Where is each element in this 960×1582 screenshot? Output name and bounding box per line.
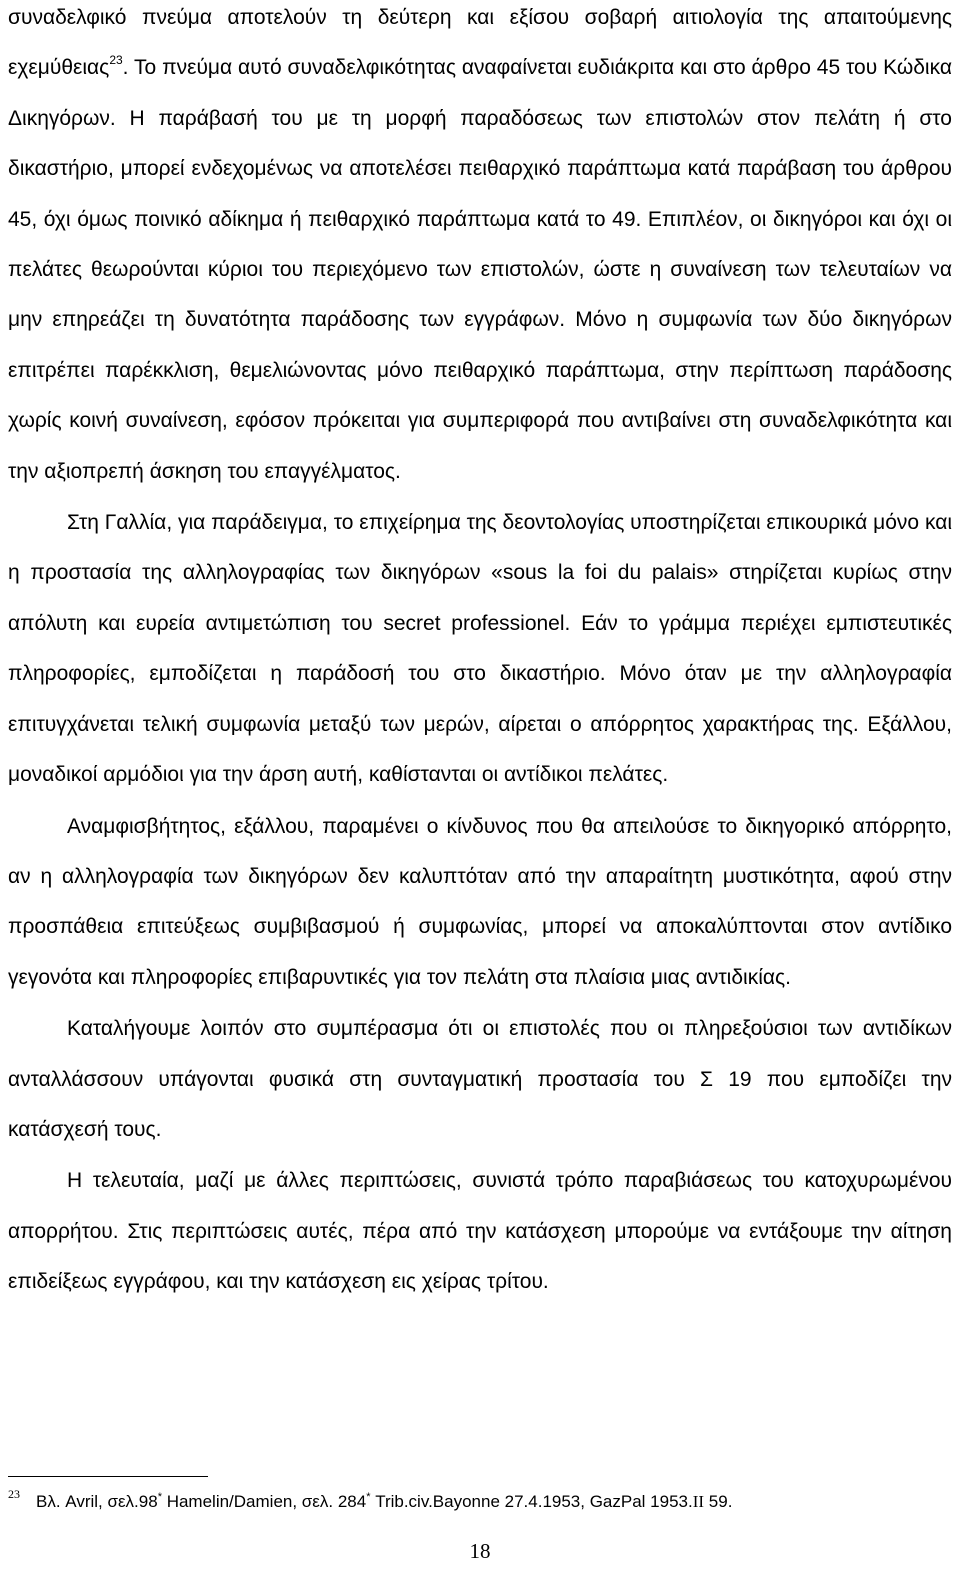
paragraph-1-text-start: συναδελφικό πνεύμα αποτελούν τη δεύτερη και εξίσου σοβαρή αιτιολογία της απαιτούμενης εχεμύθειας xyxy=(8,6,952,80)
paragraph-1-text-end: . Το πνεύμα αυτό συναδελφικότητας αναφαίνεται ευδιάκριτα και στο άρθρο 45 του Κώδικα Δικηγόρων. Η παράβασή του με τη μορφή παραδόσεως των επιστολών στον πελάτη ή στο δικαστήριο, μπορεί ενδεχομένως να αποτελέσει πειθαρχικό παράπτωμα κατά παράβαση του άρθρου 45, όχι όμως ποινικό αδίκημα ή πειθαρχικό παράπτωμα κατά το 49. Επιπλέον, οι δικηγόροι και όχι οι πελάτες θεωρούνται κύριοι του περιεχόμενο των επιστολών, ώστε η συναίνεση των τελευταίων να μην επηρεάζει τη δυνατότητα παράδοσης των εγγράφων. Μόνο η συμφωνία των δύο δικηγόρων επιτρέπει παρέκκλιση, θεμελιώνοντας μόνο πειθαρχικό παράπτωμα, στην περίπτωση παράδοσης χωρίς κοινή συναίνεση, εφόσον πρόκειται για συμπεριφορά που αντιβαίνει στη συναδελφικότητα και την αξιοπρεπή άσκηση του επαγγέλματος. xyxy=(8,56,952,483)
footnote-asterisk-2: * xyxy=(366,1491,371,1503)
paragraph-4: Καταλήγουμε λοιπόν στο συμπέρασμα ότι οι επιστολές που οι πληρεξούσιοι των αντιδίκων ανταλλάσσουν υπάγονται φυσικά στη συνταγματική προστασία του Σ 19 που εμποδίζει την κατάσχεσή τους. xyxy=(8,1017,952,1141)
document-page xyxy=(8,0,952,1582)
page-number: 18 xyxy=(469,1539,491,1563)
footnote-asterisk-1: * xyxy=(157,1491,162,1503)
footnote-23: 23 Βλ. Avril, σελ.98* Hamelin/Damien, σελ. 284* Trib.civ.Bayonne 27.4.1953, GazPal 1953.II 59. xyxy=(8,1487,733,1511)
footnote-text-3: Trib.civ.Bayonne 27.4.1953, GazPal 1953. xyxy=(370,1492,693,1511)
footnote-reference-23[interactable]: 23 xyxy=(109,53,123,68)
footnote-text-4: 59. xyxy=(704,1492,733,1511)
footnote-text-2: Hamelin/Damien, σελ. 284 xyxy=(161,1492,367,1511)
footnote-separator xyxy=(8,1476,208,1477)
paragraph-1 xyxy=(8,0,952,497)
paragraph-3: Αναμφισβήτητος, εξάλλου, παραμένει ο κίνδυνος που θα απειλούσε το δικηγορικό απόρρητο, αν η αλληλογραφία των δικηγόρων δεν καλυπτόταν από την απαραίτητη μυστικότητα, αφού στην προσπάθεια επιτεύξεως συμβιβασμού ή συμφωνίας, μπορεί να αποκαλύπτονται στον αντίδικο γεγονότα και πληροφορίες επιβαρυντικές για τον πελάτη στα πλαίσια μιας αντιδικίας. xyxy=(8,814,952,989)
body-text xyxy=(8,0,952,1308)
footnote-text-1: Βλ. Avril, σελ.98 xyxy=(36,1492,158,1511)
paragraph-5: Η τελευταία, μαζί με άλλες περιπτώσεις, συνιστά τρόπο παραβιάσεως του κατοχυρωμένου απορρήτου. Στις περιπτώσεις αυτές, πέρα από την κατάσχεση μπορούμε να εντάξουμε την αίτηση επιδείξεως εγγράφου, και την κατάσχεση εις χείρας τρίτου. xyxy=(8,1169,952,1294)
footnote-roman-numeral: II xyxy=(692,1492,705,1511)
paragraph-2: Στη Γαλλία, για παράδειγμα, το επιχείρημα της δεοντολογίας υποστηρίζεται επικουρικά μόνο και η προστασία της αλληλογραφίας των δικηγόρων «sous la foi du palais» στηρίζεται κυρίως στην απόλυτη και ευρεία αντιμετώπιση του secret professionel. Εάν το γράμμα περιέχει εμπιστευτικές πληροφορίες, εμποδίζεται η παράδοσή του στο δικαστήριο. Μόνο όταν με την αλληλογραφία επιτυγχάνεται τελική συμφωνία μεταξύ των μερών, αίρεται ο απόρρητος χαρακτήρας της. Εξάλλου, μοναδικοί αρμόδιοι για την άρση αυτή, καθίστανται οι αντίδικοι πελάτες. xyxy=(8,511,952,787)
